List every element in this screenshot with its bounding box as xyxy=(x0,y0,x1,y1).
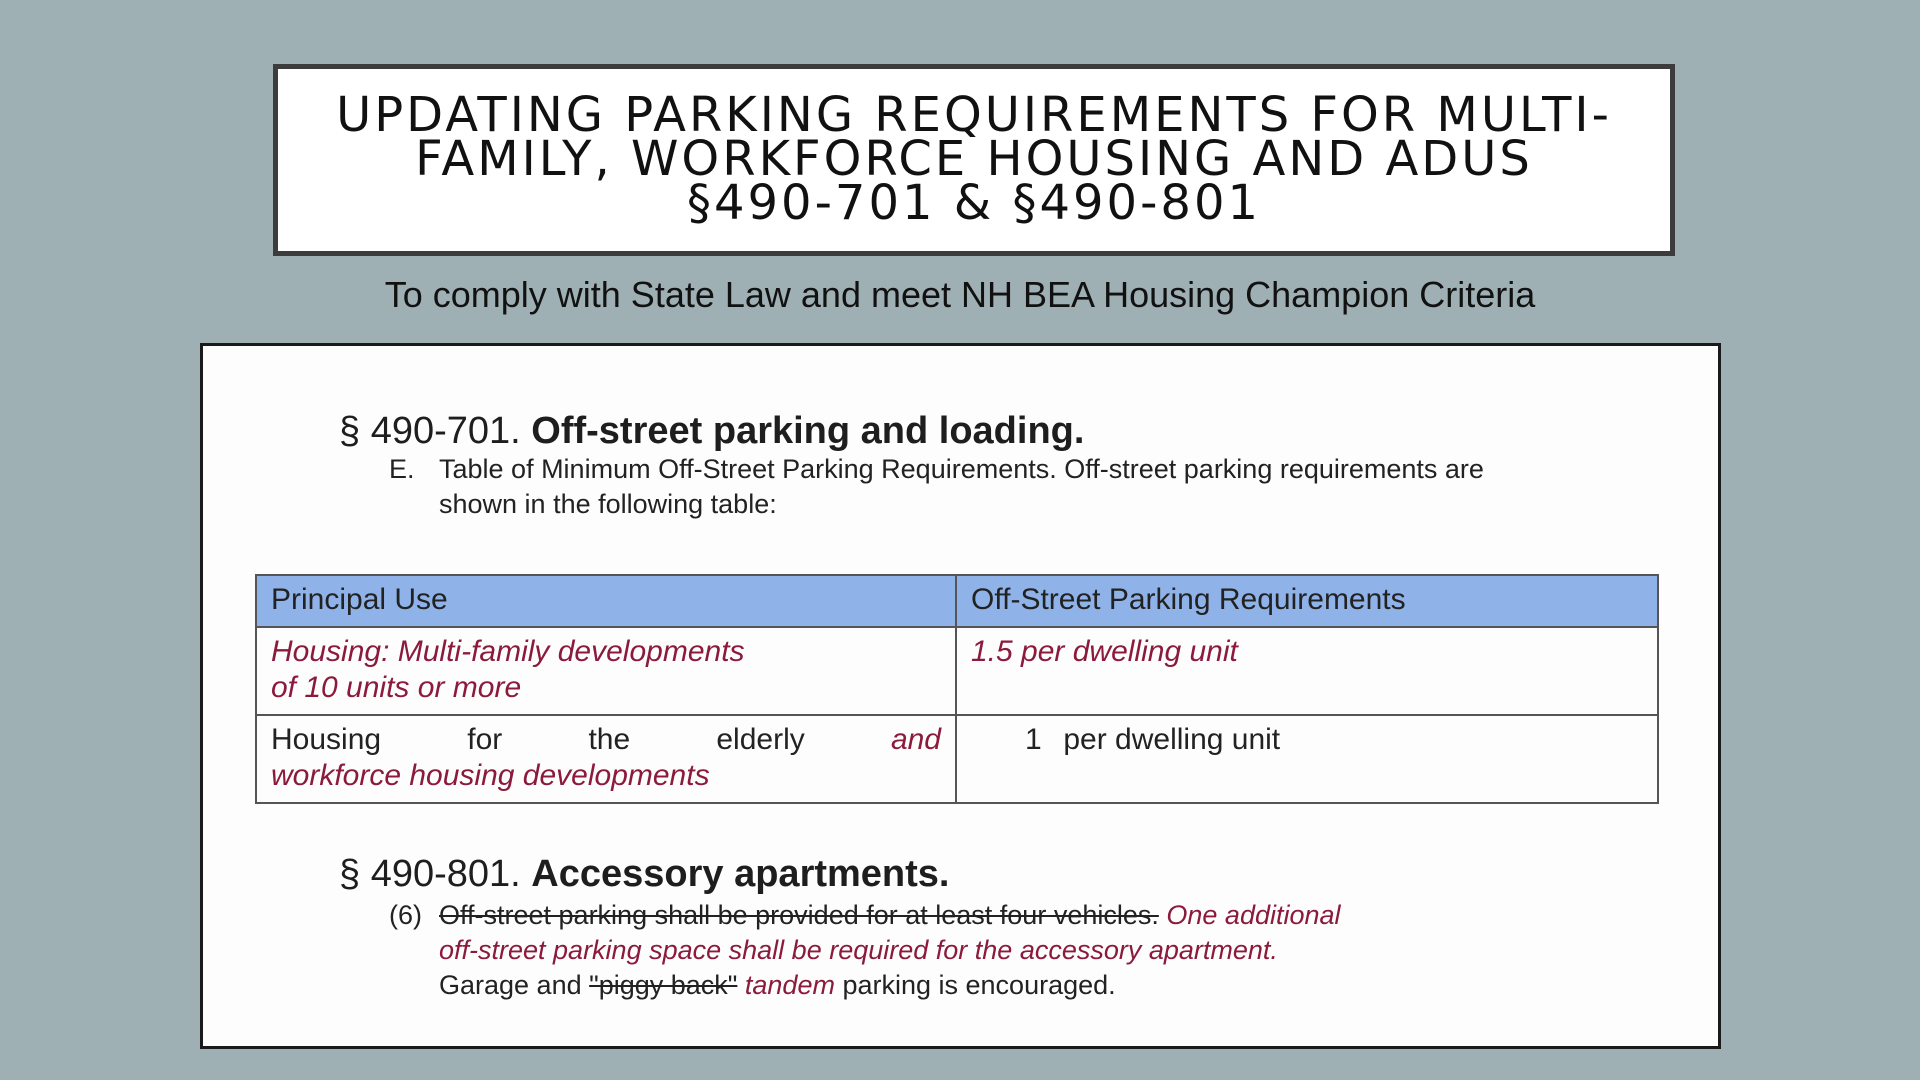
table-row xyxy=(256,627,1658,715)
row-elderly-use-line-1 xyxy=(271,722,941,758)
section-490-801-heading xyxy=(339,853,950,896)
row-elderly-workforce-requirement xyxy=(956,715,1658,803)
paragraph-e-line-2: shown in the following table: xyxy=(439,489,777,519)
paragraph-e-marker: E. xyxy=(389,454,415,484)
row-elderly-added-word: and xyxy=(890,723,941,756)
paragraph-e-line-1: Table of Minimum Off-Street Parking Requirements. Off-street parking requirements are xyxy=(439,454,1484,484)
section-490-701-title: Off-street parking and loading. xyxy=(531,410,1085,452)
row-elderly-word: elderly xyxy=(716,723,805,756)
slide-title-line-2: FAMILY, WORKFORCE HOUSING AND ADUS xyxy=(415,131,1533,187)
struck-piggy-back-text: "piggy back" xyxy=(589,970,738,1000)
header-principal-use: Principal Use xyxy=(256,575,956,627)
row-elderly-word: the xyxy=(588,723,631,756)
row-elderly-word: for xyxy=(467,723,503,756)
section-490-701-number: § 490-701. xyxy=(339,410,521,452)
slide-title-line-3: §490-701 & §490-801 xyxy=(686,175,1262,231)
row-multifamily-requirement: 1.5 per dwelling unit xyxy=(956,627,1658,715)
row-workforce-use-line-2: workforce housing developments xyxy=(271,759,710,792)
section-490-801-title: Accessory apartments. xyxy=(531,853,950,895)
slide-title-box xyxy=(273,64,1675,256)
row-multifamily-use-line-2: of 10 units or more xyxy=(271,671,522,704)
garage-and-text: Garage and xyxy=(439,970,582,1000)
section-490-701-paragraph-e xyxy=(389,452,1589,522)
parking-encouraged-text: parking is encouraged. xyxy=(842,970,1116,1000)
row-elderly-word: Housing xyxy=(271,723,382,756)
paragraph-6-line-2: off-street parking space shall be required for the accessory apartment. xyxy=(439,935,1278,965)
section-490-801-number: § 490-801. xyxy=(339,853,521,895)
table-header-row xyxy=(256,575,1658,627)
section-490-801-paragraph-6 xyxy=(389,898,1649,1003)
row-elderly-req-number: 1 xyxy=(1025,723,1042,756)
added-tandem-text: tandem xyxy=(744,970,835,1000)
header-parking-requirements: Off-Street Parking Requirements xyxy=(956,575,1658,627)
paragraph-6-line-1 xyxy=(439,898,1649,933)
ordinance-excerpt-panel xyxy=(200,343,1721,1049)
row-elderly-req-text: per dwelling unit xyxy=(1063,723,1281,756)
section-490-701-heading xyxy=(339,410,1084,453)
added-additional-space-text: One additional xyxy=(1166,900,1341,930)
table-row xyxy=(256,715,1658,803)
paragraph-6-marker: (6) xyxy=(389,900,422,930)
slide-subtitle: To comply with State Law and meet NH BEA Housing Champion Criteria xyxy=(384,274,1536,315)
struck-four-vehicles-text: Off-street parking shall be provided for at least four vehicles. xyxy=(439,900,1159,930)
row-elderly-workforce-use xyxy=(256,715,956,803)
row-multifamily-use-line-1: Housing: Multi-family developments xyxy=(271,635,745,668)
paragraph-6-line-3 xyxy=(439,968,1649,1003)
row-multifamily-use xyxy=(256,627,956,715)
parking-requirements-table xyxy=(255,574,1659,804)
slide-title-line-1: UPDATING PARKING REQUIREMENTS FOR MULTI- xyxy=(336,87,1612,143)
